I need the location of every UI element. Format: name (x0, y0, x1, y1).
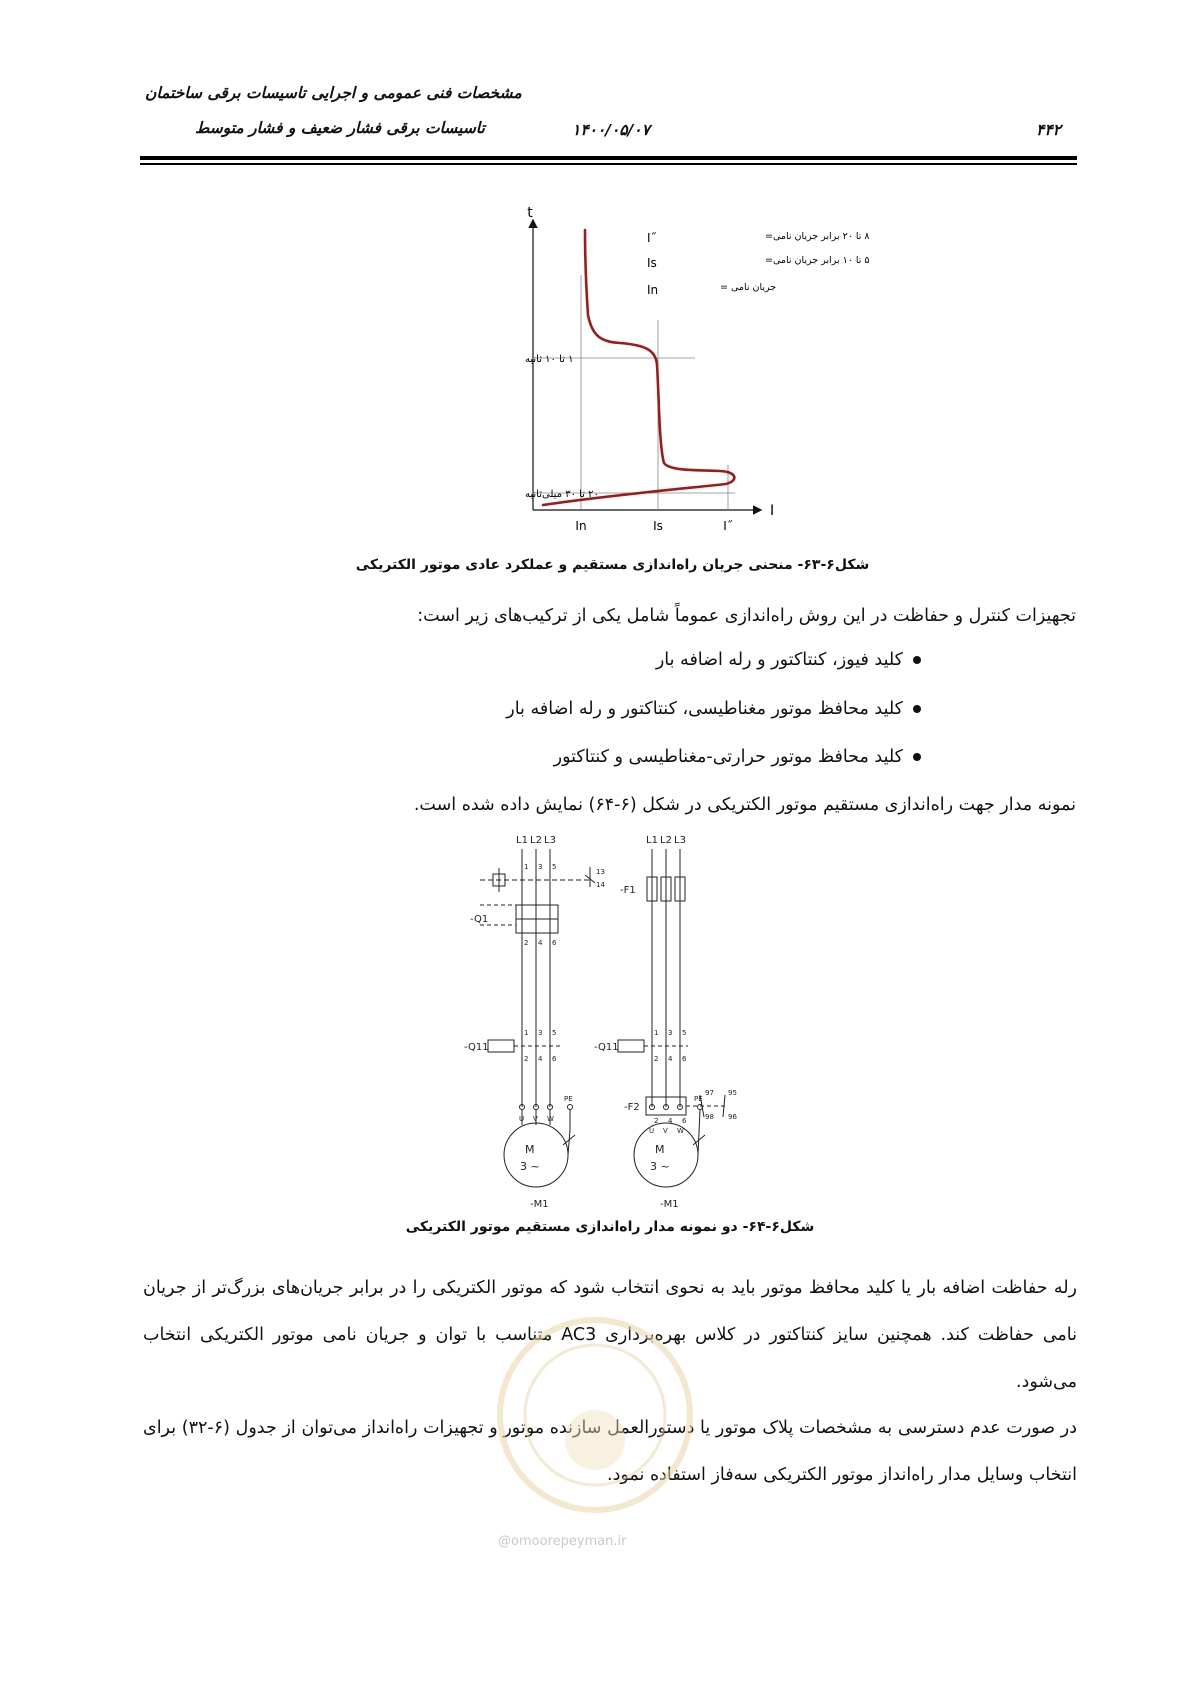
x-tick-in: In (575, 519, 587, 533)
terminal-3: 3 (538, 1029, 543, 1037)
f1-label: -F1 (620, 885, 636, 896)
terminal-3: 3 (668, 1029, 673, 1037)
starting-current-curve (543, 230, 734, 505)
terminal-4: 4 (668, 1117, 673, 1125)
q11-label-left: -Q11 (464, 1042, 489, 1053)
terminal-2: 2 (524, 1055, 529, 1063)
x-tick-i-peak: I˝ (723, 519, 733, 533)
motor-terminal-w: W (547, 1115, 554, 1123)
terminal-1: 1 (524, 863, 529, 871)
legend-symbol-is: Is (647, 256, 657, 270)
legend-text-in: جریان نامی = (720, 282, 777, 293)
bullet-dot (913, 753, 921, 761)
aux-13-label: 13 (596, 868, 605, 876)
motor-phase-right: 3 ~ (650, 1160, 670, 1173)
x-tick-is: Is (653, 519, 663, 533)
motor-m-right: M (655, 1143, 665, 1156)
q11-label-right: -Q11 (594, 1042, 619, 1053)
header-rule-thin (140, 163, 1077, 165)
pe-label-left: PE (564, 1095, 573, 1103)
header-title-line1: مشخصات فنی عمومی و اجرایی تاسیسات برقی ساختمان (145, 84, 522, 102)
line-label-l2-right: L2 (660, 835, 672, 846)
line-label-l1-left: L1 (516, 835, 528, 846)
terminal-2: 2 (524, 939, 529, 947)
figure63-chart (440, 205, 870, 535)
figure64-caption: شکل۶-۶۴- دو نمونه مدار راه‌اندازی مستقیم موتور الکتریکی (405, 1219, 815, 1235)
motor-terminal-u: U (649, 1127, 655, 1135)
motor-terminal-u: U (519, 1115, 525, 1123)
f2-label: -F2 (624, 1102, 640, 1113)
aux-95-label: 95 (728, 1089, 737, 1097)
terminal-6: 6 (552, 939, 557, 947)
motor-terminal-w: W (677, 1127, 684, 1135)
i-axis-label: I (770, 503, 775, 519)
terminal-1: 1 (654, 1029, 659, 1037)
terminal-6: 6 (682, 1055, 687, 1063)
terminal-4: 4 (538, 1055, 543, 1063)
motor-m-left: M (525, 1143, 535, 1156)
legend-symbol-in: In (647, 283, 659, 297)
q1-label: -Q1 (470, 914, 489, 925)
bullet-item (554, 747, 921, 767)
figure63-caption: شکل۶-۶۳- منحنی جریان راه‌اندازی مستقیم و عملکرد عادی موتور الکتریکی (355, 557, 870, 573)
legend-symbol-i-peak: I˝ (647, 231, 657, 245)
m1-label-left: -M1 (530, 1199, 549, 1210)
y-label-top: ۱ تا ۱۰ ثانیه (525, 354, 574, 365)
figure64-diagram (460, 825, 780, 1210)
line-label-l1-right: L1 (646, 835, 658, 846)
paragraph-table-reference: در صورت عدم دسترسی به مشخصات پلاک موتور یا دستورالعمل سازنده موتور و تجهیزات راه‌انداز می‌توان از جدول (۶-۳۲) برای انتخاب وسایل مدار راه‌انداز موتور الکتریکی سه‌فاز استفاده نمود. (143, 1418, 1077, 1485)
terminal-4: 4 (668, 1055, 673, 1063)
page-number: ۴۴۲ (1036, 121, 1061, 139)
watermark-text: @omoorepeyman.ir (498, 1534, 627, 1549)
motor-terminal-v: V (533, 1115, 538, 1123)
aux-14-label: 14 (596, 881, 605, 889)
legend-text-is: ۵ تا ۱۰ برابر جریان نامی= (765, 255, 870, 266)
bullet-item (506, 699, 921, 719)
sample-circuit-text: نمونه مدار جهت راه‌اندازی مستقیم موتور الکتریکی در شکل (۶-۶۴) نمایش داده شده است. (413, 795, 1076, 815)
terminal-5: 5 (552, 863, 557, 871)
terminal-1: 1 (524, 1029, 529, 1037)
line-label-l3-left: L3 (544, 835, 556, 846)
y-label-bottom: ۲۰ تا ۳۰ میلی‌ثانیه (525, 489, 599, 500)
intro-text: تجهیزات کنترل و حفاظت در این روش راه‌اندازی عموماً شامل یکی از ترکیب‌های زیر است: (417, 606, 1076, 626)
bullet-text: کلید فیوز، کنتاکتور و رله اضافه بار (655, 650, 903, 670)
bullet-text: کلید محافظ موتور مغناطیسی، کنتاکتور و رله اضافه بار (506, 699, 903, 719)
aux-96-label: 96 (728, 1113, 737, 1121)
terminal-5: 5 (682, 1029, 687, 1037)
line-label-l3-right: L3 (674, 835, 686, 846)
header-date: ۱۴۰۰/۰۵/۰۷ (572, 121, 650, 139)
terminal-6: 6 (552, 1055, 557, 1063)
aux-97-label: 97 (705, 1089, 714, 1097)
terminal-3: 3 (538, 863, 543, 871)
watermark-logo (490, 1310, 700, 1520)
terminal-5: 5 (552, 1029, 557, 1037)
bullet-dot (913, 656, 921, 664)
pe-label-right: PE (694, 1095, 703, 1103)
terminal-2: 2 (654, 1117, 659, 1125)
aux-98-label: 98 (705, 1113, 714, 1121)
t-axis-label: t (527, 205, 533, 221)
line-label-l2-left: L2 (530, 835, 542, 846)
terminal-2: 2 (654, 1055, 659, 1063)
paragraph-overload-relay: رله حفاظت اضافه بار یا کلید محافظ موتور باید به نحوی انتخاب شود که موتور الکتریکی را در برابر جریان‌های بزرگ‌تر از جریان نامی حفاظت کند. همچنین سایز کنتاکتور در کلاس بهره‌برداری AC3 متناسب با توان و جریان نامی موتور الکتریکی انتخاب می‌شود. (143, 1278, 1077, 1392)
terminal-6: 6 (682, 1117, 687, 1125)
terminal-4: 4 (538, 939, 543, 947)
bullet-text: کلید محافظ موتور حرارتی-مغناطیسی و کنتاکتور (553, 747, 903, 767)
bullet-item (656, 650, 921, 670)
bullet-dot (913, 705, 921, 713)
header-rule-thick (140, 156, 1077, 160)
header-title-line2: تاسیسات برقی فشار ضعیف و فشار متوسط (195, 119, 485, 137)
motor-terminal-v: V (663, 1127, 668, 1135)
motor-phase-left: 3 ~ (520, 1160, 540, 1173)
m1-label-right: -M1 (660, 1199, 679, 1210)
legend-text-i-peak: ۸ تا ۲۰ برابر جریان نامی= (765, 231, 870, 242)
